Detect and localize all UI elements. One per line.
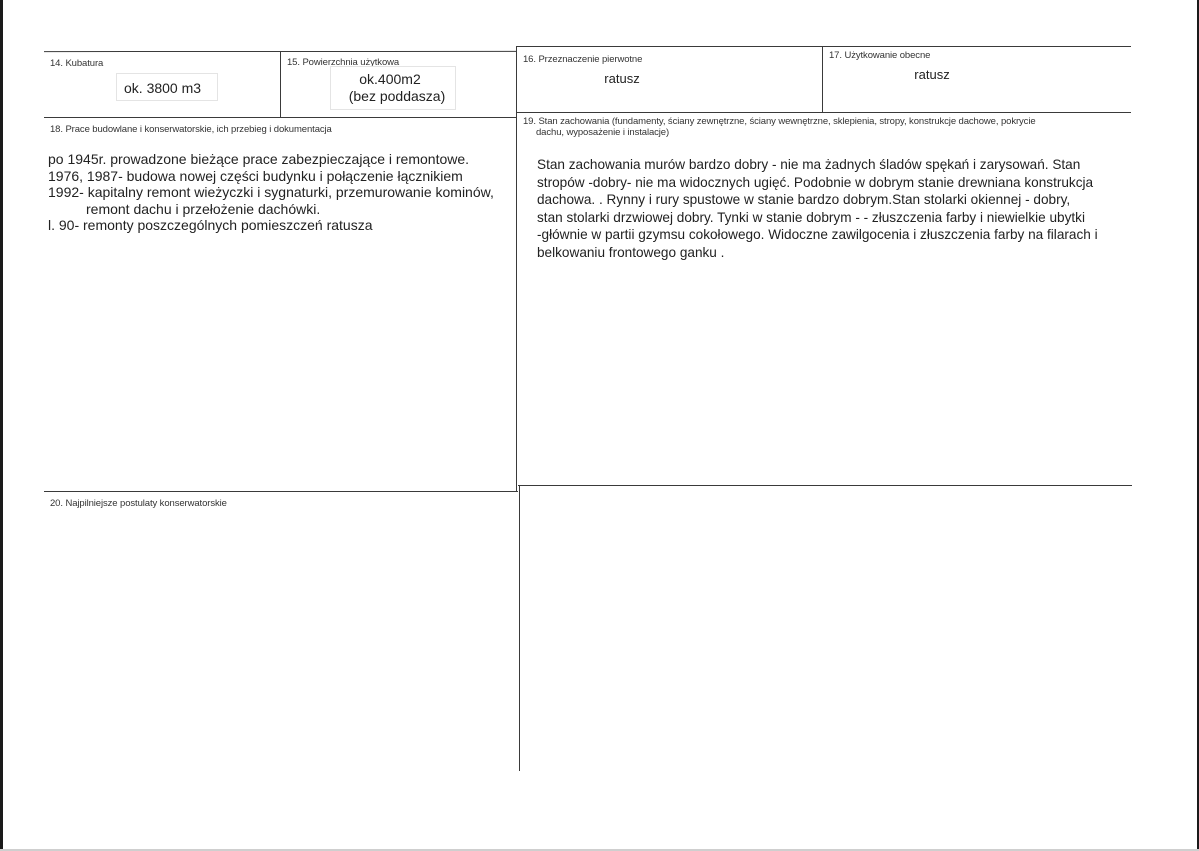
row-divider-left [44, 117, 516, 118]
row-divider-right [516, 112, 1131, 113]
field-18-line: po 1945r. prowadzone bieżące prace zabezpieczające i remontowe. [48, 151, 470, 167]
field-18-label: 18. Prace budowlane i konserwatorskie, ich przebieg i dokumentacja [50, 124, 332, 135]
field-19-line: dachowa. . Rynny i rury spustowe w stanie bardzo dobrym.Stan stolarki okiennej - dobry, [537, 192, 1071, 208]
field-15-label: 15. Powierzchnia użytkowa [287, 57, 400, 68]
field-19-line: Stan zachowania murów bardzo dobry - nie ma żadnych śladów spękań i zarysowań. Stan [537, 157, 1081, 172]
field-19-label-line: 19. Stan zachowania (fundamenty, ściany zewnętrzne, ściany wewnętrzne, sklepienia, stropy, konstrukcje dachowe, pokrycie [523, 116, 1036, 127]
field-18-line: 1976, 1987- budowa nowej części budynku i połączenie łącznikiem [48, 167, 463, 184]
field-15-value-line-1: ok.400m2 [359, 71, 421, 87]
col-divider-main [516, 46, 517, 491]
row-divider-bottom-left [44, 491, 518, 492]
field-17-value: ratusz [914, 67, 950, 82]
field-16-value: ratusz [604, 71, 640, 86]
field-19-line: -głównie w partii gzymsu cokołowego. Widoczne zawilgocenia i złuszczenia farby na filarach i [537, 227, 1098, 243]
field-19-line: stropów -dobry- nie ma widocznych ugięć. Podobnie w dobrym stanie drewniana konstrukcja [537, 174, 1094, 190]
top-rule-right [516, 46, 1131, 47]
field-18-line: 1992- kapitalny remont wieżyczki i sygnaturki, przemurowanie kominów, [48, 184, 494, 200]
col-divider-main-lower [519, 485, 520, 771]
field-16-label: 16. Przeznaczenie pierwotne [523, 54, 643, 65]
field-19-label-line: dachu, wyposażenie i instalacje) [536, 127, 670, 138]
field-17-label: 17. Użytkowanie obecne [829, 50, 931, 61]
field-18-line: l. 90- remonty poszczególnych pomieszczeń ratusza [48, 217, 373, 233]
field-19-line: stan stolarki drzwiowej dobry. Tynki w stanie dobrym - - złuszczenia farby i niewielkie ubytki [537, 209, 1085, 225]
field-18-line: remont dachu i przełożenie dachówki. [86, 200, 321, 217]
field-15-value-line-2: (bez poddasza) [348, 88, 446, 104]
col-divider-14-15 [280, 52, 281, 117]
field-14-value: ok. 3800 m3 [124, 80, 202, 96]
row-divider-bottom-right [518, 485, 1132, 486]
scan-edge-left [0, 0, 3, 851]
field-19-line: belkowaniu frontowego ganku . [537, 244, 725, 260]
field-14-label: 14. Kubatura [50, 58, 104, 69]
field-18-text [48, 151, 510, 234]
field-19-text [537, 156, 1129, 262]
field-20-label: 20. Najpilniejsze postulaty konserwatorskie [50, 498, 227, 509]
field-19-label [523, 116, 1129, 138]
col-divider-16-17 [822, 46, 823, 112]
